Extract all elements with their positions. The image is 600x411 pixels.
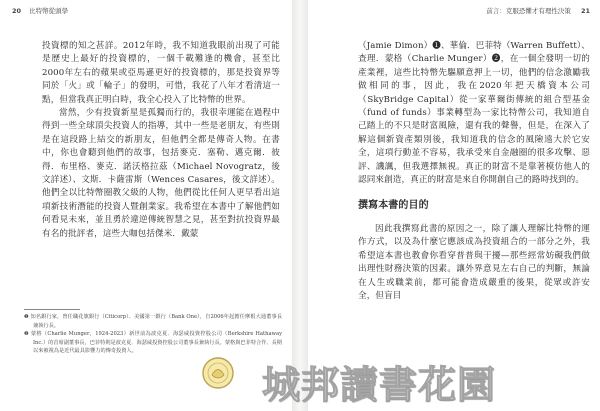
right-paragraph-2: 因此我撰寫此書的原因之一，除了讓人理解比特幣的運作方式，以及為什麼它應該成為投資組合的一部分之外，我希望這本書也教會你看穿普普與干擾—那些經常妨礙我們做出理性財務決策的因素。讓外界意見左右自己的判斷，無論在人生或職業前，都可能會造成嚴重的後果，從眾或許安全，但盲目 — [358, 223, 590, 301]
left-page-number: 20 — [12, 7, 22, 15]
right-running-header — [486, 6, 590, 15]
right-body-text — [358, 40, 590, 303]
right-paragraph-1: （Jamie Dimon）❶、華倫．巴菲特（Warren Buffett）、查理．蒙格（Charlie Munger）❷，在一個全發明一切的產業裡，這些比特幣先驅願意押上一切，他們的信念激勵我做相同的事，因此，我在2020年把天橋資本公司（SkyBridge Capital）從一家華爾街傳統的組合型基金（fund of funds）事業轉型為一家比特幣公司，我知道自己踏上的不只是財富風險，還有我的聲譽，但是，在深入了解這個新資產類別後，我知道我的信念的風險遠大於它安全，這項行動並不容易，我承受來自金融圈的很多攻擊、惡評、譏諷，但我選擇無視。真正的財富不是靠著模仿他人的認同來創造，真正的財富是來自你開創自己的路時找到的。 — [358, 41, 590, 186]
left-running-header — [12, 6, 68, 15]
section-heading: 撰寫本書的目的 — [358, 200, 429, 212]
left-body-text — [42, 40, 280, 241]
footnote-1-mark: ❶ — [24, 314, 29, 320]
footnote-1-text: 知名銀行家，曾任職花旗銀行（Citicorp）、美國第一銀行（Bank One），自2006年起擔任摩根大通董事長兼執行長。 — [30, 314, 283, 329]
footnote-2-text: 蒙格（Charlie Munger，1924-2023）新世前為波克夏．海瑟威投資控股公司（Berkshire Hathaway Inc.）的首席副董事長，巴菲特則是波克夏．海瑟威投資控股公司董事長兼執行長。蒙格與巴菲特合作、長期以來被視為是近代最具影響力的傳奇投資人。 — [30, 331, 283, 355]
footnote-2 — [24, 330, 282, 356]
footnote-divider — [24, 309, 80, 310]
footnote-2-mark: ❷ — [24, 331, 29, 338]
left-header-title: 比特幣從頭學 — [29, 7, 69, 15]
right-page — [308, 0, 600, 411]
footnote-1 — [24, 313, 282, 330]
left-paragraph-1: 投資標的知之甚詳。2012年時，我不知道我眼前出現了可能是歷史上最好的投資標的，一個千載難逢的機會，甚至比2000年左右的蘋果或亞馬遜更好的投資標的，那是投資界等同於「火」或「輪子」的發明，可惜，我花了八年才看清這一點，但當我真正明白時，我全心投入了比特幣的世界。 — [42, 41, 280, 105]
right-page-number: 21 — [580, 7, 590, 15]
left-paragraph-2: 當然，少有投資新星是孤獨而行的，我很幸運能在過程中得到一些全球頂尖投資人的指導，其中一些是老朋友，有些則是在這段路上結交的新朋友，但他們全都是傳奇人物。在書中，你也會聽到他們的故事，包括麥克．塞勒、邁克爾．彼得．布里格、麥克．諾沃格拉茲（Michael Novogratz，後文詳述）、文斯．卡薩雷斯（Wences Casares，後文詳述）。他們全以比特幣圈教父級的人物，他們從比任何人更早看出這項新技術潛能的投資人暨創業家。我希望在本書中了解他們如何看見未來，並且勇於違逆傳統智慧之見，甚至對抗投資界最有名的批評者，這些大咖包括傑米．戴蒙 — [42, 108, 280, 239]
watermark-text: 城邦讀書花園 — [262, 362, 497, 407]
right-header-title: 前言：克服恐懼才有理性決策 — [486, 7, 571, 15]
seal-logo-icon — [200, 355, 236, 391]
footnotes — [24, 313, 282, 356]
left-page — [0, 0, 292, 411]
book-spine — [292, 0, 308, 411]
